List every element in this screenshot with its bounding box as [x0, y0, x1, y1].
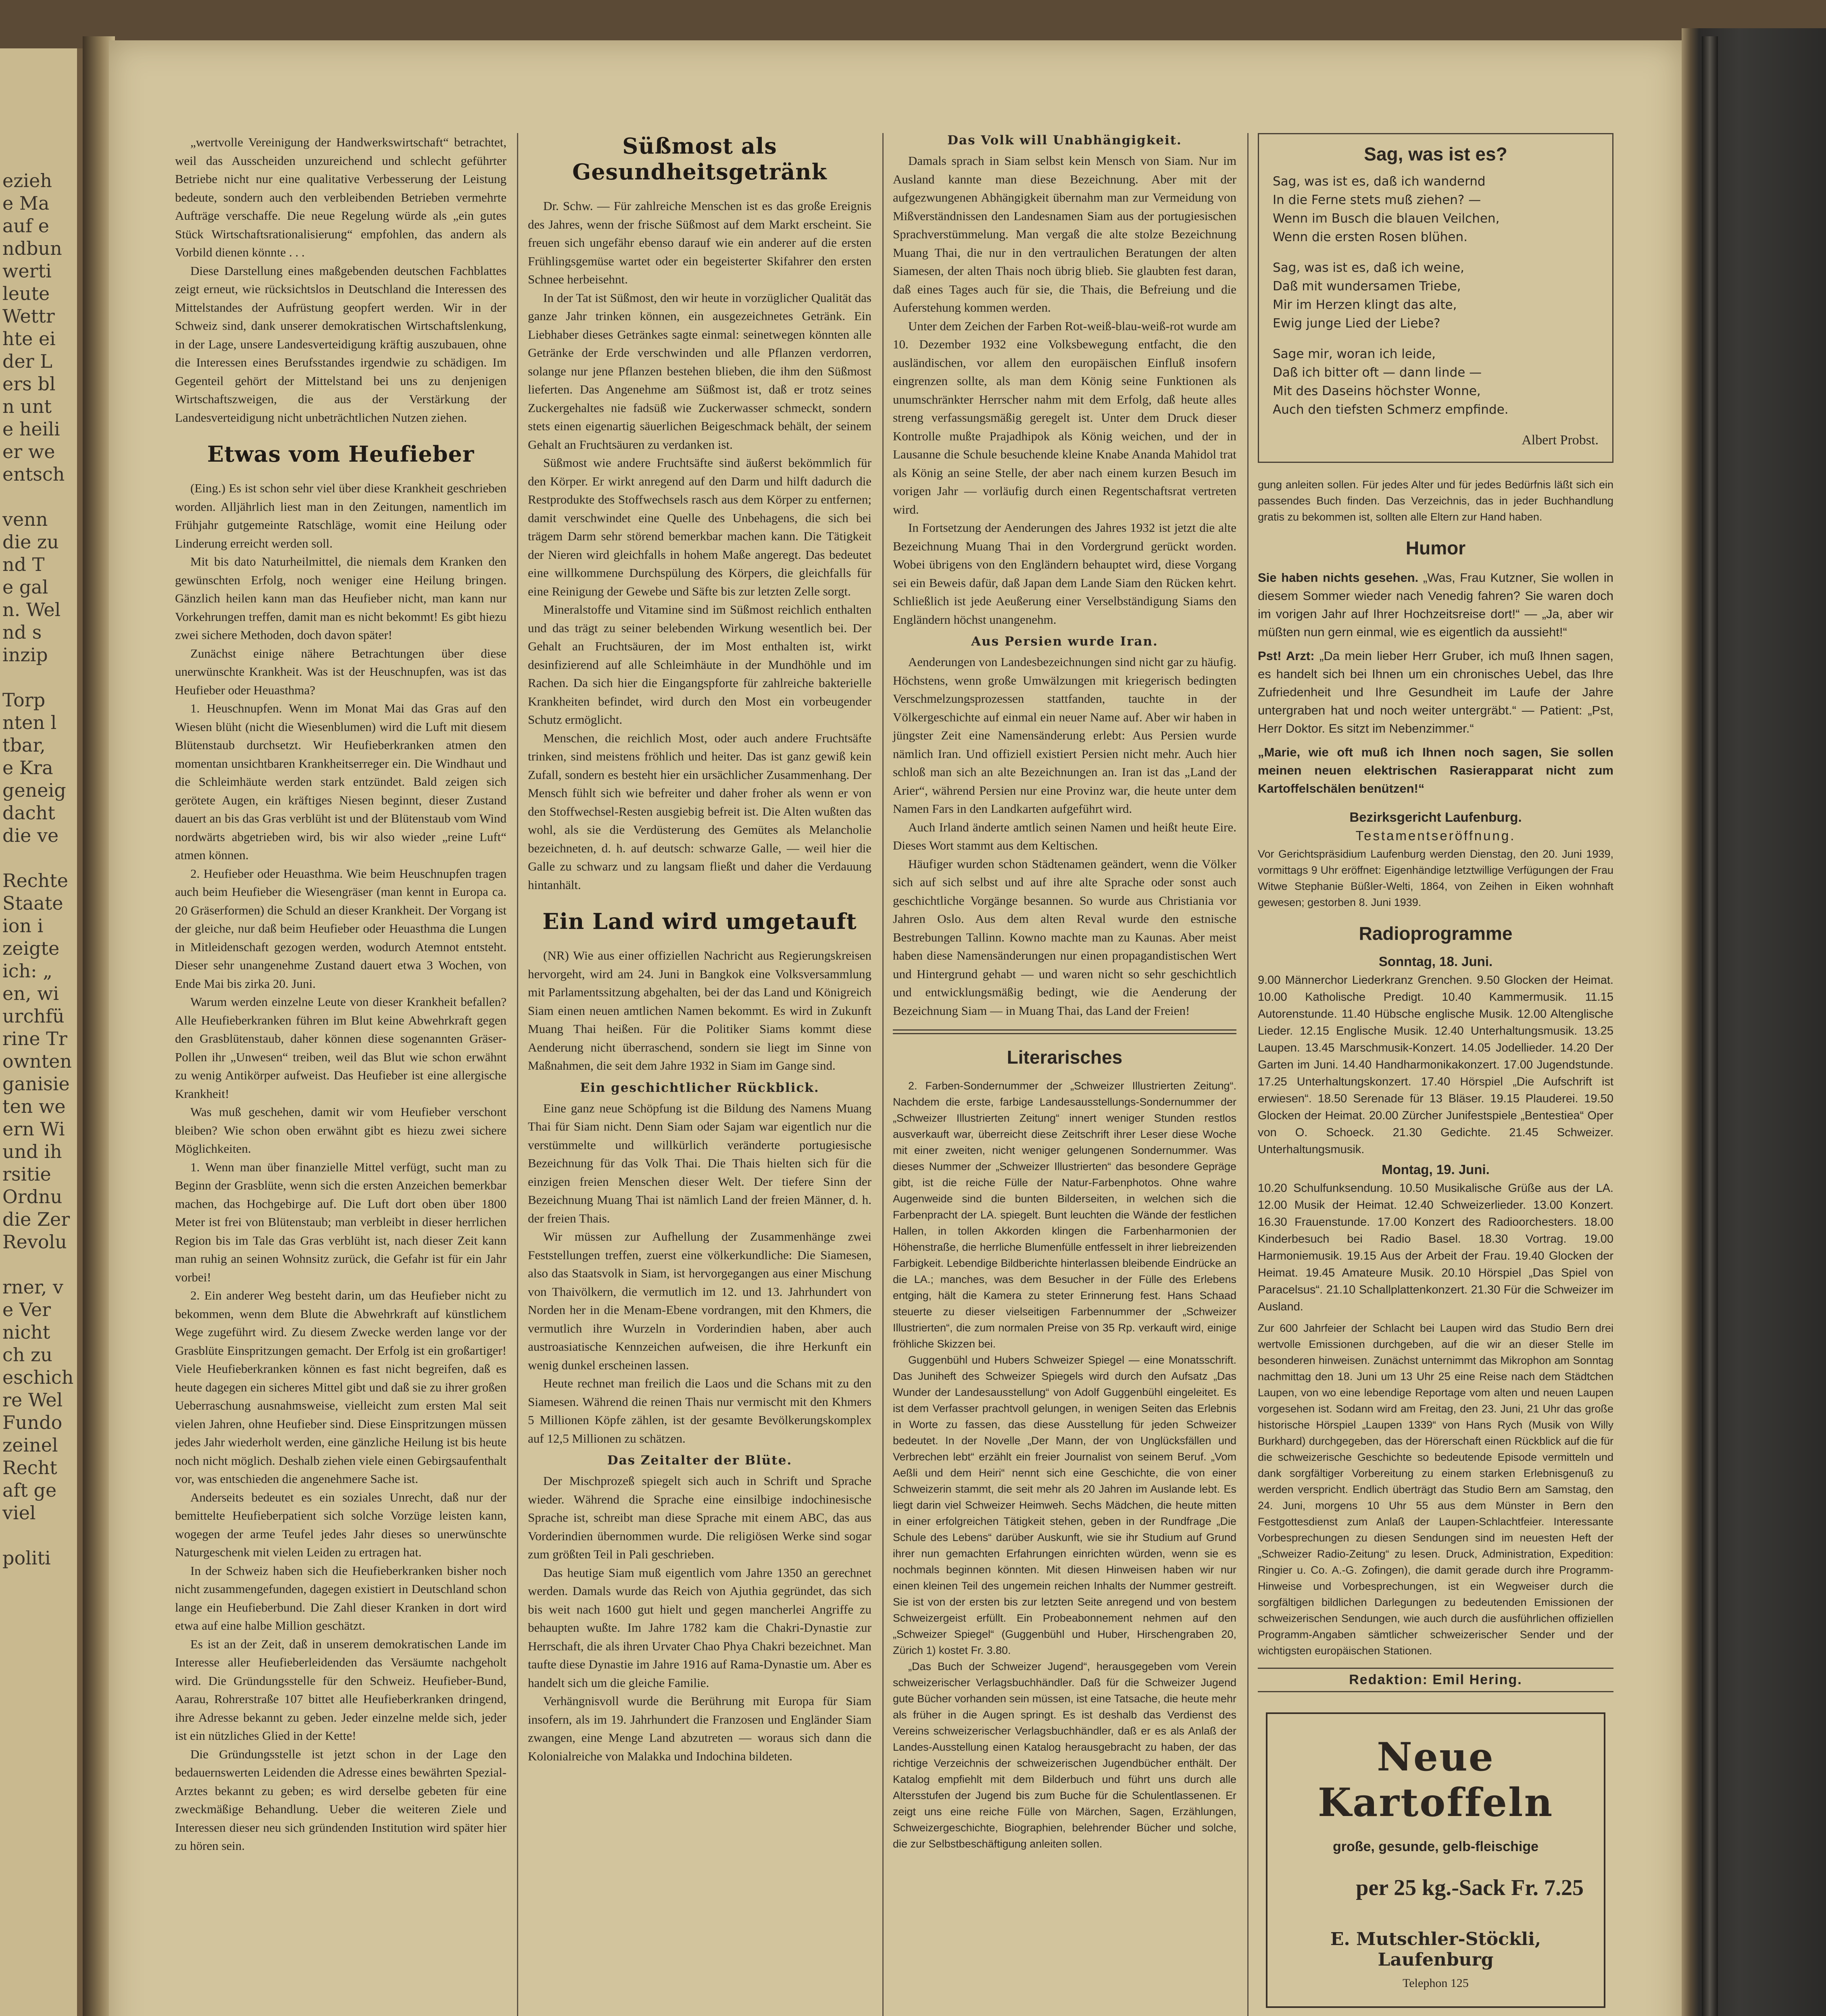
ad-firm: E. Mutschler-Stöckli, Laufenburg: [1330, 1929, 1541, 1970]
previous-page-fragment: Fundo: [2, 1412, 63, 1433]
literarisches-text: [893, 1078, 1236, 1852]
rueckblick-text: [528, 1099, 871, 1448]
persien-text: [893, 653, 1236, 1020]
article-paragraph: Guggenbühl und Hubers Schweizer Spiegel — eine Monatsschrift. Das Juniheft des Schweizer Spiegels wird durch den Aufsatz „Das Wunder der Landesausstellung“ von Adolf Guggenbühl eingeleitet. Es ist dem Verfasser prachtvoll gelungen, in wenigen Seiten das Erlebnis in Worte zu fassen, das diese Ausstellung für jeden Schweizer bedeutet. In der Novelle „Der Mann, der von Unglücksfällen und Verbrechen lebt“ erzählt ein freier Journalist von seinem Beruf. „Vom Aeßli und dem Heiri“ nennt sich eine Geschichte, die von einer Schweizerin stammt, die seit mehr als 20 Jahren im Auslande lebt. Es liegt darin viel Schweizer Heimweh. Sechs Mädchen, die heute mitten in einer erfolgreichen Tätigkeit stehen, geben in der Rundfrage „Die Schule des Lebens“ darüber Auskunft, wie sie ihr Studium auf Grund ihrer nun gemachten Erfahrungen einrichten würden, wenn sie es nochmals beginnen könnten. Mit diesen Hinweisen haben wir nur einen kleinen Teil des ungemein reichen Inhalts der Nummer gestreift. Sie ist von der ersten bis zur letzten Seite anregend und von bestem Schweizergeist erfüllt. Ein Probeabonnement nehmen auf den „Schweizer Spiegel“ (Guggenbühl und Huber, Hirschengraben 20, Zürich 1) kostet Fr. 3.80.: [893, 1354, 1236, 1656]
article-paragraph: „wertvolle Vereinigung der Handwerkswirtschaft“ betrachtet, weil das Ausscheiden unzureichend und schlecht geführter Betriebe nicht nur eine qualitative Verbesserung der Leistung bedeute, sondern auch den verbleibenden Betrieben vermehrte Aufträge verschaffe. Die neue Regelung würde als „ein gutes Stück Wirtschaftsrationalisierung“ empfohlen, das andern als Vorbild dienen könnte . . .: [175, 135, 507, 259]
poem-line: Sage mir, woran ich leide,: [1273, 347, 1436, 361]
article-paragraph: Diese Darstellung eines maßgebenden deutschen Fachblattes zeigt erneut, wie rücksichtslos in Deutschland die Interessen des Mittelstandes der Aufrüstung geopfert werden. Wir in der Schweiz sind, dank unserer demokratischen Wirtschaftslenkung, in der Lage, unsere Landesverteidigung kräftig auszubauen, ohne die Interessen eines Berufsstandes irgendwie zu schädigen. Im Gegenteil gehört der Mittelstand bei uns zu denjenigen Wirtschaftszweigen, die aus der Verstärkung der Landesverteidigung nicht unbeträchtlichen Nutzen ziehen.: [175, 263, 507, 425]
previous-page-fragment: tbar,: [2, 734, 46, 756]
bluete-subhead: Das Zeitalter der Blüte.: [607, 1453, 792, 1468]
court-heading: Bezirksgericht Laufenburg.: [1349, 810, 1522, 825]
poem-line: Daß mit wundersamen Triebe,: [1273, 279, 1461, 294]
heufieber-article: [175, 479, 507, 1855]
previous-page-fragment: e Ver: [2, 1299, 51, 1320]
article-paragraph: In Fortsetzung der Aenderungen des Jahres 1932 ist jetzt die alte Bezeichnung Muang Thai in den Vordergrund gerückt worden. Wobei übrigens von den Engländern behauptet wird, diese Vorgang sei ein Beweis dafür, daß Japan dem Lande Siam den Rücken kehrt. Schließlich ist jede Aeußerung einer Verselbständigung Siams den Engländern höchst unangenehm.: [893, 521, 1236, 627]
radio-heading: Radioprogramme: [1359, 923, 1513, 944]
previous-page-fragment: ownten: [2, 1050, 72, 1072]
previous-page-fragment: Staate: [2, 892, 63, 914]
radio-schedule: 9.00 Männerchor Liederkranz Grenchen. 9.50 Glocken der Heimat. 10.00 Katholische Predigt. 10.40 Kammermusik. 11.15 Autorenstunde. 11.40 Hübsche englische Musik. 12.00 Altenglische Lieder. 12.15 Englische Musik. 12.40 Unterhaltungsmusik. 13.25 Laupen. 13.45 Marschmusik-Konzert. 14.05 Jodellieder. 14.20 Der Garten im Juni. 14.40 Handharmonikakonzert. 17.00 Jugendstunde. 17.25 Unterhaltungskonzert. 17.40 Hörspiel „Die Aufschrift ist erwiesen“. 18.50 Serenade für 13 Bläser. 19.15 Plauderei. 19.50 Glocken der Heimat. 20.00 Zürcher Junifestspiele „Bentestiea“ Oper von O. Schoeck. 21.30 Gedichte. 21.45 Schweizer. Unterhaltungsmusik.: [1258, 974, 1613, 1156]
previous-page-fragment: [2, 485, 77, 508]
article-paragraph: „Das Buch der Schweizer Jugend“, herausgegeben vom Verein schweizerischer Verlagsbuchhändler. Daß für die Schweizer Jugend gute Bücher vorhanden sein müssen, ist eine Tatsache, die heute mehr als früher in die Augen springt. Es ist deshalb das Verdienst des Vereins schweizerischer Verlagsbuchhändler, daß er es als Anlaß der Landes-Ausstellung einen Katalog herausgebracht zu haben, der das richtige Verzeichnis der schweizerischen Jugendbücher enthält. Der Katalog empfiehlt mit dem Bilderbuch und führt uns durch alle Altersstufen der Jugend bis zum Buche für die Schulentlassenen. Er zeigt uns eine reiche Fülle von Märchen, Sagen, Erzählungen, Schweizergeschichte, Biographien, belehrender Bücher und solche, die zur Selbstbeschäftigung anleiten sollen.: [893, 1660, 1236, 1850]
article-paragraph: Anderseits bedeutet es ein soziales Unrecht, daß nur der bemittelte Heufieberpatient sich solche Vorzüge leisten kann, wogegen der arme Teufel jedes Jahr dieses so unerwünschte Naturgeschenk mit vielen Leiden zu ertragen hat.: [175, 1490, 507, 1559]
humor-joke: [1258, 569, 1613, 641]
article-paragraph: 2. Ein anderer Weg besteht darin, um das Heufieber nicht zu bekommen, wenn dem Blute die Abwehrkraft auf künstlichem Wege zugeführt wird. Zu diesem Zwecke werden lange vor der Grasblüte Einspritzungen gemacht. Der Erfolg ist ein großartiger! Viele Heufieberkranken können es fast nicht begreifen, daß es heute dagegen ein sicheres Mittel gibt und daß sie zu ihrer großen Ueberraschung ausnahmsweise, vielleicht zum ersten Mal seit vielen Jahren, ohne Heufieber sind. Diese Einspritzungen müssen jedes Jahr wiederholt werden, eine gänzliche Heilung ist bis heute noch nicht möglich. Deshalb ziehen viele einen Gebirgsaufenthalt vor, was entschieden die angenehmere Sache ist.: [175, 1288, 507, 1486]
literarisches-heading: Literarisches: [1007, 1047, 1123, 1068]
poem-stanzas: [1273, 172, 1599, 419]
column-rule: [517, 133, 518, 2016]
article-paragraph: Süßmost wie andere Fruchtsäfte sind äußerst bekömmlich für den Körper. Er wirkt anregend auf den Darm und hilft dadurch die Restprodukte des Stoffwechsels rasch aus dem Körper zu entfernen; damit verschwindet eine Quelle des Unbehagens, die sich bei trägem Darm sehr störend bemerkbar machen kann. Die Tätigkeit der Nieren wird gleichfalls in hohem Maße angeregt. Das bedeutet eine willkommene Durchspülung des Körpers, die gleichfalls für eine Reinigung der Gewebe und Säfte bis zur letzten Zelle sorgt.: [528, 456, 871, 598]
poem-box: [1258, 133, 1613, 463]
joke-text: „Da mein lieber Herr Gruber, ich muß Ihnen sagen, es handelt sich bei Ihnen um ein chronisches Uebel, das Ihre Zufriedenheit und Ihre Gesundheit im Laufe der Jahre untergraben hat und noch weiter untergräbt.“ — Patient: „Pst, Herr Doktor. Es sitzt im Nebenzimmer.“: [1258, 649, 1614, 735]
previous-page-fragment: werti: [2, 260, 52, 282]
joke-text: „Marie, wie oft muß ich Ihnen noch sagen, Sie sollen meinen neuen elektrischen Rasierapparat nicht zum Kartoffelschälen benützen!“: [1258, 745, 1613, 796]
column-rule: [882, 133, 884, 2016]
article-paragraph: Es ist an der Zeit, daß in unserem demokratischen Lande im Interesse aller Heufieberleidenden das Versäumte nachgeholt wird. Die Gründungsstelle für den Schweiz. Heufieber-Bund, Aarau, Rohrerstraße 107 bittet alle Heufieberkranken dringend, ihre Adresse bekannt zu geben. Jeder einzelne melde sich, jeder ist ein nützliches Glied in der Kette!: [175, 1637, 507, 1743]
column-rule: [1247, 133, 1249, 2016]
radio-day: Montag, 19. Juni.: [1382, 1162, 1490, 1177]
previous-page-fragment: viel: [2, 1502, 36, 1524]
previous-page-fragment: eschich: [2, 1366, 74, 1388]
radio-schedule: 10.20 Schulfunksendung. 10.50 Musikalische Grüße aus der LA. 12.00 Musik der Heimat. 12.40 Schweizerlieder. 13.00 Konzert. 16.30 Frauenstunde. 17.00 Konzert des Radioorchesters. 18.00 Kinderbesuch bei Radio Basel. 18.30 Vortrag. 19.00 Harmoniemusik. 19.15 Aus der Arbeit der Frau. 19.40 Glocken der Heimat. 19.45 Amateure Musik. 20.10 Hörspiel „Das Spiel von Paracelsus“. 21.10 Schallplattenkonzert. 21.30 Für die Schweizer im Ausland.: [1258, 1182, 1613, 1313]
article-paragraph: In der Tat ist Süßmost, den wir heute in vorzüglicher Qualität das ganze Jahr trinken können, ein ausgezeichnetes Getränk. Ein Liebhaber dieses Getränkes sagte einmal: seinetwegen könnten alle Getränke der Erde verschwinden und alle Pflanzen verdorren, solange nur jene Pflanzen bestehen blieben, die ihm den Süßmost lieferten. Das Angenehme am Süßmost ist, daß er trotz seines Zuckergehaltes nie fadsüß wie Zuckerwasser schmeckt, sondern stets einen eigenartig säuerlichen Beigeschmack behält, der seinem Gehalt an Fruchtsäuren zu verdanken ist.: [528, 290, 871, 452]
ad-price: per 25 kg.-Sack Fr. 7.25: [1356, 1875, 1584, 1900]
column-4: [1252, 133, 1619, 2016]
poem-line: Daß ich bitter oft — dann linde —: [1273, 365, 1482, 380]
previous-page-fragment: e gal: [2, 576, 48, 598]
literarisches-continuation: gung anleiten sollen. Für jedes Alter und für jedes Bedürfnis läßt sich ein passendes Buch finden. Das Verzeichnis, das in jeder Buchhandlung gratis zu bekommen ist, sollten alle Eltern zur Hand haben.: [1258, 479, 1613, 523]
previous-page-fragment: zeinel: [2, 1434, 58, 1456]
previous-page-fragment: ich: „: [2, 960, 53, 982]
previous-page-fragment: urchfü: [2, 1005, 65, 1027]
ad-title: Neue Kartoffeln: [1317, 1734, 1554, 1825]
previous-page-fragment: ern Wi: [2, 1118, 65, 1140]
article-paragraph: 2. Heufieber oder Heuasthma. Wie beim Heuschnupfen tragen auch beim Heufieber die Wiesengräser (man kennt in Europa ca. 20 Gräserformen) die Schuld an dieser Krankheit. Der Vorgang ist der gleiche, nur daß beim Heufieber oder Heuasthma die Lungen in Mitleidenschaft gezogen werden, wodurch Atemnot entsteht. Dieser sehr unangenehme Zustand dauert etwa 3 Wochen, von Ende Mai bis zirka 20. Juni.: [175, 866, 507, 991]
previous-page-fragment: die zu: [2, 531, 59, 553]
article-paragraph: Mineralstoffe und Vitamine sind im Süßmost reichlich enthalten und das trägt zu seiner belebenden Wirkung wesentlich bei. Der Gehalt an Fruchtsäuren, der im Most enthalten ist, wirkt desinfizierend auf alle Schleimhäute in der Mundhöhle und im Rachen. Da sich hier die Eingangspforte für zahlreiche bakterielle Krankheiten befindet, wird durch den Most ein vorbeugender Schutz ermöglicht.: [528, 602, 871, 727]
poem-stanza: [1273, 345, 1599, 419]
article-paragraph: In der Schweiz haben sich die Heufieberkranken bisher noch nicht zusammengefunden, dagegen existiert in Deutschland schon lange ein Heufieberbund. Die Zahl dieser Kranken in dort wird etwa auf eine halbe Million geschätzt.: [175, 1563, 507, 1633]
poem-line: Sag, was ist es, daß ich weine,: [1273, 260, 1464, 275]
column-3: [887, 133, 1242, 2016]
article-paragraph: Das heutige Siam muß eigentlich vom Jahre 1350 an gerechnet werden. Damals wurde das Reich von Ajuthia gegründet, das sich bis weit nach 1600 gut hielt und gegen mancherlei Angriffe zu behaupten wußte. Im Jahre 1782 kam die Chakri-Dynastie zur Herrschaft, die als ihren Urvater Chao Phya Chakri bezeichnet. Man taufte diese Dynastie im Jahre 1916 auf Rama-Dynastie um. Aber es handelt sich um die gleiche Familie.: [528, 1565, 871, 1690]
previous-page-fragment: Ordnu: [2, 1186, 63, 1208]
article-paragraph: Warum werden einzelne Leute von dieser Krankheit befallen? Alle Heufieberkranken führen im Blut keine Abwehrkraft gegen den Grasblütenstaub, daher können diese sogenannten Gräser-Pollen ihr „Unwesen“ treiben, weil das Blut wie schon erwähnt zu wenig Antikörper aufweist. Das Heufieber ist eine allergische Krankheit!: [175, 995, 507, 1101]
previous-page-fragment: Torp: [2, 689, 46, 711]
article-paragraph: Mit bis dato Naturheilmittel, die niemals dem Kranken den gewünschten Erfolg, noch weniger eine Heilung bringen. Gänzlich heilen kann man das Heufieber nicht, man kann nur Vorkehrungen treffen, damit man es nicht bekommt! Es gibt hiezu zwei sichere Methoden, doch davon später!: [175, 554, 507, 642]
rueckblick-subhead: Ein geschichtlicher Rückblick.: [580, 1080, 819, 1095]
previous-page-fragment: Revolu: [2, 1231, 67, 1253]
land-umgetauft-heading: Ein Land wird umgetauft: [542, 908, 857, 934]
article-paragraph: Verhängnisvoll wurde die Berührung mit Europa für Siam insofern, als im 19. Jahrhundert die Franzosen und Engländer Siam zwangen, eine Menge Land abzutreten — woraus sich dann die Kolonialreiche von Malakka und Indochina bildeten.: [528, 1694, 871, 1763]
previous-page-fragment: die ve: [2, 825, 59, 846]
poem-line: Wenn im Busch die blauen Veilchen,: [1273, 211, 1500, 226]
unabhaengigkeit-text: [893, 152, 1236, 629]
section-divider: [893, 1029, 1236, 1034]
article-paragraph: Menschen, die reichlich Most, oder auch andere Fruchtsäfte trinken, sind meistens fröhlich und heiter. Das ist ganz gewiß kein Zufall, sondern es besteht hier ein ursächlicher Zusammenhang. Der Mensch fühlt sich wie befreiter und daher froher als wenn er von den Stoffwechsel-Resten ausgiebig befreit ist. Die Alten wußten das wohl, als sie die Verdüsterung des Gemütes als Melancholie bezeichneten, d. h. auf deutsch: schwarze Galle, — weil hier die Galle zu schwarz und zu langsam fließt und daher die Verdauung hintanhält.: [528, 731, 871, 892]
joke-lead: Pst! Arzt:: [1258, 649, 1315, 663]
previous-page-fragment: der L: [2, 350, 52, 372]
previous-page-fragment: re Wel: [2, 1389, 63, 1411]
bluete-text: [528, 1472, 871, 1765]
previous-page-fragment: und ih: [2, 1141, 62, 1162]
article-paragraph: Zunächst einige nähere Betrachtungen über diese unerwünschte Krankheit. Was ist der Heuschnupfen, was ist das Heufieber oder Heuasthma?: [175, 646, 507, 697]
article-paragraph: 2. Farben-Sondernummer der „Schweizer Illustrierten Zeitung“. Nachdem die erste, farbige Landesausstellungs-Sondernummer der „Schweizer Illustrierten Zeitung“ innert weniger Stunden restlos ausverkauft war, überreicht diese Zeitschrift ihrer Leser diese Woche mit einer zweiten, nicht weniger gelungenen Sondernummer. Was dieses Nummer der „Schweizer Illustrierten“ das besondere Gepräge gibt, ist die reiche Fülle der Natur-Farbenphotos. Ohne wahre Augenweide sind die bunten Bilderseiten, in welchen sich die Farbenpracht der LA. spiegelt. Bunt leuchten die Wände der festlichen Hallen, in tollen Akkorden klingen die Farbenharmonien der Höhenstraße, die herrliche Blumenfülle entfesselt in ihrer liebreizenden Farbigkeit. Lebendige Bildberichte hinterlassen bleibende Eindrücke an die LA.; manches, was dem Besucher in der Fülle des Erlebens entging, hält die Kamera zu steter Erinnerung fest. Hans Schaad steuerte zu dieser vielseitigen Farbennummer der „Schweizer Illustrierten“, die zum normalen Preise von 35 Rp. verkauft wird, einige fröhliche Skizzen bei.: [893, 1080, 1236, 1350]
previous-page-fragment: e Ma: [2, 192, 50, 214]
previous-page-fragment: rsitie: [2, 1163, 51, 1185]
previous-page-fragment: ch zu: [2, 1344, 52, 1366]
joke-text: „Was, Frau Kutzner, Sie wollen in diesem Sommer wieder nach Venedig fahren? Sie waren doch im vorigen Jahr auf Ihrer Hochzeitsreise dort!“ — „Ja, aber wir müßten nun gern einmal, wie es eigentlich da aussieht!“: [1258, 571, 1613, 639]
previous-page-fragment: ndbun: [2, 237, 62, 259]
previous-page-fragment: zeigte: [2, 937, 60, 959]
unabhaengigkeit-subhead: Das Volk will Unabhängigkeit.: [947, 133, 1182, 148]
previous-page-fragment: [2, 1524, 77, 1547]
heufieber-heading: Etwas vom Heufieber: [207, 441, 475, 467]
article-paragraph: 1. Heuschnupfen. Wenn im Monat Mai das Gras auf den Wiesen blüht (nicht die Wiesenblumen) wird die Luft mit diesem Blütenstaub durchsetzt. Wir Heufieberkranken atmen den momentan unsichtbaren Krankheitserreger ein. Die Windhaut und die Schleimhäute werden stark entzündet. Bald zeigen sich gerötete Augen, ein kräftiges Niesen beginnt, dieser Zustand dauert an bis das Gras verblüht ist und der Blütenstaub vom Wind nordwärts abgetrieben wird, bis wir also wieder „reine Luft“ atmen können.: [175, 701, 507, 862]
kartoffeln-advertisement: [1266, 1712, 1605, 2008]
redaktion-line: Redaktion: Emil Hering.: [1258, 1668, 1613, 1692]
poem-line: In die Ferne stets muß ziehen? —: [1273, 193, 1481, 207]
previous-page-fragment: entsch: [2, 463, 65, 485]
previous-page-fragment: e heili: [2, 418, 60, 440]
ad-subtitle: große, gesunde, gelb-fleischige: [1332, 1839, 1539, 1854]
poem-line: Sag, was ist es, daß ich wandernd: [1273, 174, 1486, 189]
previous-page-fragment: n unt: [2, 396, 52, 417]
persien-subhead: Aus Persien wurde Iran.: [971, 634, 1158, 649]
previous-page-fragment: Rechte: [2, 870, 68, 891]
previous-page-fragment: dacht: [2, 802, 55, 824]
previous-page-text: [2, 169, 77, 1569]
newspaper-page: [109, 40, 1682, 2016]
previous-page-fragment: geneig: [2, 779, 66, 801]
previous-page-fragment: hte ei: [2, 328, 56, 350]
laupen-notice: Zur 600 Jahrfeier der Schlacht bei Laupen wird das Studio Bern drei wertvolle Emissionen durchgeben, auf die wir an dieser Stelle im besonderen hinweisen. Zunächst unternimmt das Mikrophon am Sonntag nachmittag den 18. Juni um 13 Uhr 25 eine Reise nach dem Städtchen Laupen, von wo eine lebendige Reportage vom alten und neuen Laupen vorgesehen ist. Sodann wird am Freitag, den 23. Juni, 21 Uhr das große historische Hörspiel „Laupen 1339“ von Hans Rych (Musik von Willy Burkhard) durchgegeben, das der Hörerschaft einen Rückblick auf die für die schweizerische Geschichte so bedeutende Episode vermitteln und dank sorgfältiger Vorbereitung zu einem starken Erlebnisgenuß zu werden verspricht. Endlich überträgt das Studio Bern am Samstag, den 24. Juni, morgens 10 Uhr 55 aus dem Münster in Bern den Festgottesdienst zum Anlaß der Laupen-Schlachtfeier. Interessante Vorbesprechungen zu diesen Sendungen sind im neuesten Heft der „Schweizer Radio-Zeitung“ zu lesen. Druck, Administration, Expedition: Ringier u. Co. A.-G. Zofingen), die damit gerade durch ihre Programm-Hinweise und Vorbesprechungen, ist ein Wegweiser durch die sorgfältigen bildlichen Darlegungen zu bedeutenden Emissionen der schweizerischen Sendungen, wie auch durch die ausführlichen offiziellen Programm-Angaben sämtlicher schweizerischer Sender und der wichtigsten europäischen Stationen.: [1258, 1322, 1613, 1657]
court-notice: Vor Gerichtspräsidium Laufenburg werden Dienstag, den 20. Juni 1939, vormittags 9 Uhr eröffnet: Eigenhändige letztwillige Verfügungen der Frau Witwe Stephanie Büßler-Welti, 1864, von Zeihen in Eiken wohnhaft gewesen; gestorben 8. Juni 1939.: [1258, 848, 1613, 908]
previous-page-fragment: en, wi: [2, 983, 59, 1004]
previous-page-fragment: er we: [2, 441, 55, 462]
previous-page-fragment: nd T: [2, 554, 45, 575]
humor-joke: [1258, 647, 1613, 737]
humor-heading: Humor: [1405, 537, 1466, 558]
binding-edge: [1702, 36, 1718, 2016]
court-subheading: Testamentseröffnung.: [1355, 828, 1516, 843]
article-paragraph: Der Mischprozeß spiegelt sich auch in Schrift und Sprache wieder. Während die Sprache eine einsilbige indochinesische Sprache ist, schreibt man diese Sprache mit einem ABC, das aus Vorderindien übernommen wurde. Die religiösen Werke sind sogar zum größten Teil in Pali geschrieben.: [528, 1474, 871, 1561]
previous-page-fragment: auf e: [2, 215, 49, 237]
article-paragraph: Heute rechnet man freilich die Laos und die Schans mit zu den Siamesen. Während die reinen Thais nur vermischt mit den Khmers 5 Millionen Köpfe zählen, ist der gesamte Bevölkerungskomplex auf 12,5 Millionen zu schätzen.: [528, 1376, 871, 1445]
poem-line: Ewig junge Lied der Liebe?: [1273, 316, 1440, 331]
previous-page-fragment: ers bl: [2, 373, 56, 395]
joke-lead: Sie haben nichts gesehen.: [1258, 571, 1419, 585]
land-article-intro: [528, 946, 871, 1075]
previous-page-fragment: inzip: [2, 644, 48, 666]
previous-page-fragment: leute: [2, 283, 50, 304]
article-paragraph: (NR) Wie aus einer offiziellen Nachricht aus Regierungskreisen hervorgeht, wird am 24. Juni in Bangkok eine Volksversammlung mit Parlamentssitzung abgehalten, bei der das Land und Königreich Siam einen neuen amtlichen Namen bekommt. Es wird in Zukunft Muang Thai heißen. Für die Politiker Siams kommt diese Aenderung nicht überraschend, sondern sie liegt im Sinne von Maßnahmen, die seit dem Jahre 1932 in Siam im Gange sind.: [528, 948, 871, 1073]
radio-day: Sonntag, 18. Juni.: [1378, 954, 1493, 969]
poem-line: Auch den tiefsten Schmerz empfinde.: [1273, 402, 1509, 417]
humor-jokes: [1258, 569, 1613, 798]
poem-line: Mir im Herzen klingt das alte,: [1273, 298, 1457, 312]
previous-page-fragment: rner, v: [2, 1276, 64, 1298]
column-1: [169, 133, 512, 2016]
humor-joke: [1258, 743, 1613, 798]
column-2: [522, 133, 877, 2016]
previous-page-fragment: Wettr: [2, 305, 55, 327]
poem-author: Albert Probst.: [1522, 433, 1599, 448]
article-paragraph: Eine ganz neue Schöpfung ist die Bildung des Namens Muang Thai für Siam nicht. Denn Siam oder Sajam war eigentlich nur die verstümmelte und willkürlich veränderte portugiesische Bezeichnung für das Volk Thai. Die Thais hielten sich für die einzigen freien Menschen dieser Welt. Der tiefere Sinn der Bezeichnung Muang Thai ist nämlich Land der freien Männer, d. h. der freien Thais.: [528, 1101, 871, 1225]
previous-page-fragment: ion i: [2, 915, 44, 937]
poem-line: Wenn die ersten Rosen blühen.: [1273, 230, 1467, 244]
article-paragraph: (Eing.) Es ist schon sehr viel über diese Krankheit geschrieben worden. Alljährlich liest man in den Zeitungen, namentlich im Frühjahr gutgemeinte Ratschläge, womit eine Heilung oder Linderung erreicht werden soll.: [175, 481, 507, 550]
previous-page-fragment: [2, 666, 77, 689]
previous-page-fragment: n. Wel: [2, 599, 61, 621]
article-paragraph: Wir müssen zur Aufhellung der Zusammenhänge zwei Feststellungen treffen, zuerst eine völkerkundliche: Die Siamesen, also das Staatsvolk in Siam, ist hervorgegangen aus einer Mischung von Thaivölkern, die vermutlich im 12. und 13. Jahrhundert von Norden her in die Menam-Ebene vordrangen, mit den Khmers, die vermutlich ihre Wurzeln in Vorderindien haben, aber auch austroasiatische Kennzeichen aufweisen, die ihre Herkunft ein wenig dunkel erscheinen lassen.: [528, 1229, 871, 1372]
previous-page-fragment: e Kra: [2, 757, 53, 779]
previous-page-fragment: nten l: [2, 712, 57, 733]
previous-page-fragment: nd s: [2, 621, 42, 643]
article-paragraph: Die Gründungsstelle ist jetzt schon in der Lage den bedauernswerten Leidenden die Adresse eines bewährten Spezial-Arztes bekannt zu geben; es wird derselbe gebeten für eine zweckmäßige Behandlung. Ueber die weiteren Ziele und Interessen dieser neu sich gründenden Institution wird später hier zu hören sein.: [175, 1747, 507, 1853]
article-paragraph: Was muß geschehen, damit wir vom Heufieber verschont bleiben? Wie schon oben erwähnt gibt es hiezu zwei sichere Möglichkeiten.: [175, 1105, 507, 1156]
previous-page-fragment: ten we: [2, 1095, 66, 1117]
radio-programs: [1258, 954, 1613, 1315]
previous-page-fragment: ezieh: [2, 170, 52, 192]
article-paragraph: Auch Irland änderte amtlich seinen Namen und heißt heute Eire. Dieses Wort stammt aus dem Keltischen.: [893, 820, 1236, 852]
previous-page-edge: [0, 48, 83, 2016]
article-paragraph: Dr. Schw. — Für zahlreiche Menschen ist es das große Ereignis des Jahres, wenn der frische Süßmost auf dem Markt erscheint. Sie freuen sich ungefähr ebenso darauf wie ein anderer auf die ersten Frühlingsgemüse wartet oder ein begeisterter Skifahrer den ersten Schnee herbeisehnt.: [528, 199, 871, 286]
article-paragraph: Häufiger wurden schon Städtenamen geändert, wenn die Völker sich auf sich selbst und auf ihre alte Sprache oder sonst auch geschichtliche Vorgänge besannen. So wurde aus Christiania vor Jahren Oslo. Aus dem alten Reval wurde den estnische Bestrebungen Tallinn. Kowno machte man zu Kaunas. Aber meist haben diese Namensänderungen nur einen propagandistischen Wert und Hintergrund gehabt — und waren nicht so sehr geschichtlich und entwicklungsmäßig bedingt, wie die Aenderung der Bezeichnung Siam — in Muang Thai, das Land der Freien!: [893, 856, 1236, 1018]
poem-title: Sag, was ist es?: [1364, 144, 1507, 165]
previous-page-fragment: politi: [2, 1547, 51, 1569]
poem-stanza: [1273, 258, 1599, 333]
previous-page-fragment: aft ge: [2, 1479, 57, 1501]
poem-stanza: [1273, 172, 1599, 246]
previous-page-fragment: ganisie: [2, 1073, 70, 1095]
poem-line: Mit des Daseins höchster Wonne,: [1273, 384, 1481, 398]
suessmost-heading: Süßmost als Gesundheitsgetränk: [572, 133, 827, 185]
previous-page-fragment: nicht: [2, 1321, 50, 1343]
article-paragraph: Unter dem Zeichen der Farben Rot-weiß-blau-weiß-rot wurde am 10. Dezember 1932 eine Volksbewegung entfacht, die den ausländischen, vor allem den europäischen Einfluß insofern eingrenzen sollte, als man dem König seine Funktionen als unumschränkter Herrscher nahm mit dem Erfolg, daß heute alles streng verfassungsmäßig geregelt ist. Unter dem Druck dieser Kontrolle mußte Prajadhipok als König weichen, und der in Lausanne die Schule besuchende kleine Knabe Ananda Mahidol trat als König an seine Stelle, der aber nach einem kurzen Besuch im vorigen Jahr — vorläufig durch einen Regentschaftsrat vertreten wird.: [893, 319, 1236, 516]
col1-intro: [175, 133, 507, 427]
suessmost-article: [528, 197, 871, 894]
article-paragraph: Aenderungen von Landesbezeichnungen sind nicht gar zu häufig. Höchstens, wenn große Umwälzungen mit kriegerisch bedingten Verschmelzungsprozessen stattfanden, tauchte in der Völkergeschichte auf einmal ein neuer Name auf. Aber wir haben in jüngster Zeit eine Namensänderung erlebt: Aus Persien wurde nämlich Iran. Und offiziell existiert Persien nicht mehr. Auch hier schloß man sich an alte Bezeichnungen an. Iran ist das „Land der Arier“, während Persien nur eine Provinz war, die heute unter dem Namen Fars in den Landkarten aufgeführt wird.: [893, 655, 1236, 816]
article-paragraph: 1. Wenn man über finanzielle Mittel verfügt, sucht man zu Beginn der Grasblüte, wenn sich die ersten Anzeichen bemerkbar machen, das Hochgebirge auf. Die Luft dort oben über 1800 Meter ist frei von Blütenstaub; man verbleibt in dieser herrlichen Region bis im Tale das Gras verblüht ist, nach dieser Zeit kann man ruhig an seinen Wohnsitz zurück, die Gefahr ist für ein Jahr vorbei!: [175, 1160, 507, 1284]
previous-page-fragment: [2, 847, 77, 869]
previous-page-fragment: Recht: [2, 1457, 57, 1479]
previous-page-fragment: venn: [2, 508, 48, 530]
article-paragraph: Damals sprach in Siam selbst kein Mensch von Siam. Nur im Ausland kannte man diese Bezeichnung. Aber mit der aufgezwungenen Abhängigkeit übernahm man zur Vermeidung von Mißverständnissen den Landesnamen Siam aus der portugiesischen Sprachverstümmelung. Man vergaß die alte stolze Bezeichnung Muang Thai, die nur in den vertraulichen Beratungen der alten Siamesen, der alten Thais noch übrig blieb. Sie glaubten fest daran, daß eines Tages auch für sie, die Thais, die Befreiung und die Auferstehung kommen werden.: [893, 154, 1236, 314]
previous-page-fragment: [2, 1253, 77, 1276]
previous-page-fragment: die Zer: [2, 1208, 70, 1230]
previous-page-fragment: rine Tr: [2, 1028, 67, 1050]
ad-phone: Telephon 125: [1403, 1976, 1469, 1990]
